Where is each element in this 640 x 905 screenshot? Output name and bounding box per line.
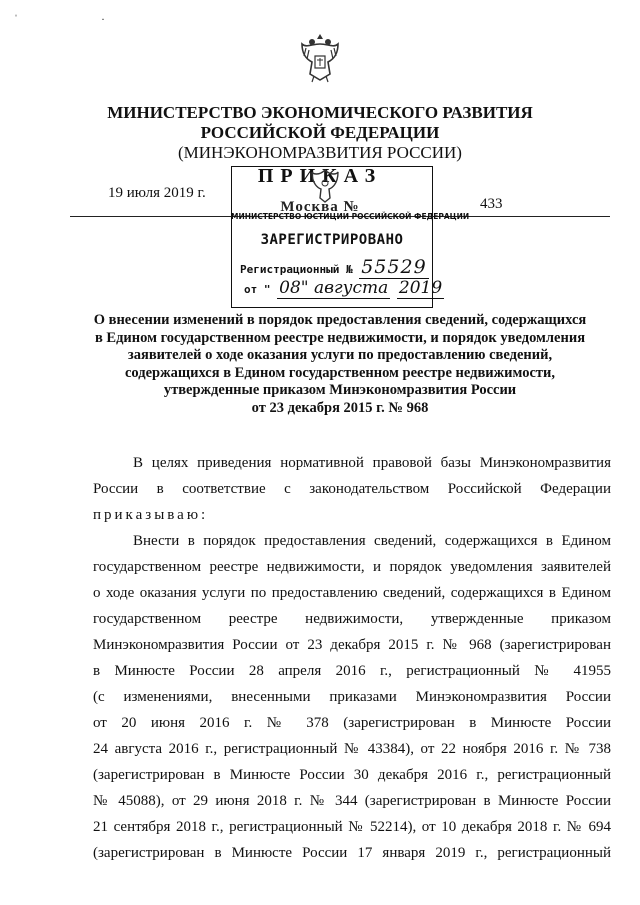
stamp-reg-number-handwritten: 55529	[361, 256, 427, 278]
body-line: 21 сентября 2018 г., регистрационный № 52214), от 10 декабря 2018 г. № 694	[93, 819, 611, 835]
title-line: от 23 декабря 2015 г. № 968	[251, 399, 429, 416]
body-line: Внести в порядок предоставления сведений, содержащихся в Едином	[133, 533, 611, 549]
stamp-date-handwritten: 08" августа	[279, 278, 389, 298]
body-line: о ходе оказания услуги по предоставлению сведений, содержащихся в Едином	[93, 585, 611, 601]
ministry-line-2: РОССИЙСКОЙ ФЕДЕРАЦИИ	[200, 123, 440, 142]
stamp-registration-date	[244, 278, 444, 298]
body-line: В целях приведения нормативной правовой базы Минэкономразвития	[133, 455, 611, 471]
body-line: № 45088), от 29 июня 2018 г. № 344 (зарегистрирован в Минюсте России	[93, 793, 611, 809]
ministry-line-1: МИНИСТЕРСТВО ЭКОНОМИЧЕСКОГО РАЗВИТИЯ	[107, 103, 533, 122]
body-line: Минэкономразвития России от 23 декабря 2015 г. № 968 (зарегистрирован	[93, 637, 611, 653]
ministry-header	[0, 103, 640, 163]
ministry-short-name: (МИНЭКОНОМРАЗВИТИЯ РОССИИ)	[178, 143, 462, 162]
body-line: (с изменениями, внесенными приказами Минэкономразвития России	[93, 689, 611, 705]
body-line: государственном реестре недвижимости, и порядок уведомления заявителей	[93, 559, 611, 575]
stamp-date-year: 2019	[398, 278, 443, 298]
title-line: утвержденные приказом Минэкономразвития России	[163, 382, 517, 398]
corner-marks: ˈ ·	[14, 12, 145, 26]
title-line: в Едином государственном реестре недвижимости, и порядок уведомления	[94, 329, 586, 346]
order-city: Москва №	[280, 199, 360, 215]
stamp-date-prefix: от "	[244, 283, 271, 296]
russian-coat-of-arms-icon	[298, 30, 342, 86]
stamp-reg-label: Регистрационный №	[240, 263, 353, 276]
stamp-registered-label: ЗАРЕГИСТРИРОВАНО	[260, 232, 404, 248]
body-line: от 20 июня 2016 г. № 378 (зарегистрирован в Минюсте России	[93, 715, 611, 731]
body-line: России в соответствие с законодательством Российской Федерации	[93, 481, 611, 497]
body-line: (зарегистрирован в Минюсте России 17 января 2019 г., регистрационный	[93, 845, 611, 861]
order-title: ПРИКАЗ	[257, 165, 383, 187]
stamp-ministry: МИНИСТЕРСТВО ЮСТИЦИИ РОССИЙСКОЙ ФЕДЕРАЦИИ	[231, 212, 470, 221]
title-line: заявителей о ходе оказания услуги по предоставлению сведений,	[127, 347, 553, 363]
title-line: содержащихся в Едином государственном реестре недвижимости,	[125, 364, 555, 381]
body-line: 24 августа 2016 г., регистрационный № 43384), от 22 ноября 2016 г. № 738	[93, 741, 611, 757]
stamp-registration-number	[240, 256, 429, 278]
body-line: (зарегистрирован в Минюсте России 30 декабря 2016 г., регистрационный	[93, 767, 611, 783]
body-line: приказываю:	[93, 507, 209, 523]
body-line: в Минюсте России 28 апреля 2016 г., регистрационный № 41955	[93, 663, 611, 679]
body-line: государственном реестре недвижимости, утвержденные приказом	[93, 611, 611, 627]
document-title	[70, 312, 610, 417]
order-number: 433	[480, 196, 503, 212]
title-line: О внесении изменений в порядок предоставления сведений, содержащихся	[93, 312, 587, 328]
order-date: 19 июля 2019 г.	[108, 185, 206, 201]
